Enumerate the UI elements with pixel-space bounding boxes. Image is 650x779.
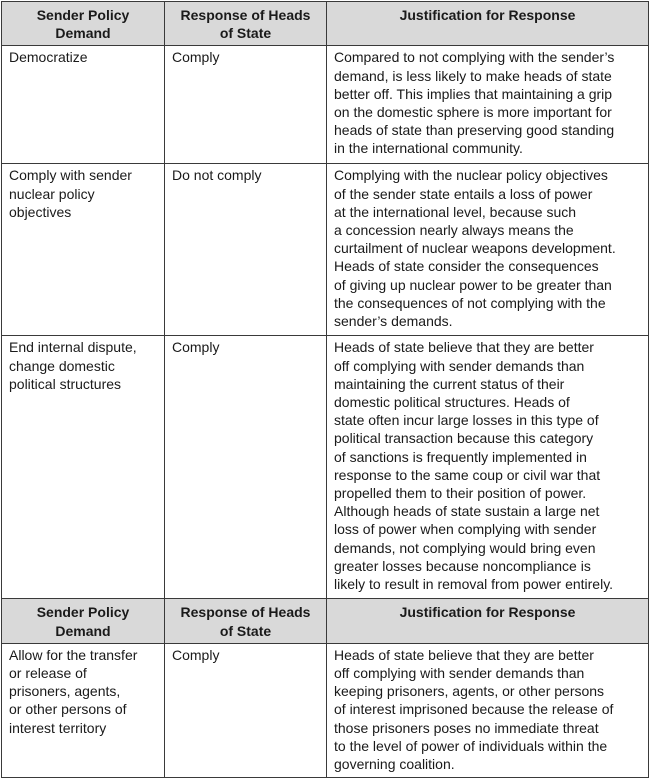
header-justification-for-response: Justification for Response — [327, 2, 649, 46]
response-cell: Comply — [165, 46, 327, 164]
header-justification-for-response: Justification for Response — [327, 599, 649, 643]
justification-cell: Heads of state believe that they are better off complying with sender demands than maintaining the current status of their domestic political structures. Heads of state often incur large losses in this type of political transaction because this category of sanctions is frequently implemented in response to the same coup or civil war that propelled them to their position of power. Although heads of state sustain a large net loss of power when complying with sender demands, not complying would bring even greater losses because noncompliance is likely to result in removal from power entirely. — [327, 336, 649, 599]
header-sender-policy-demand: Sender Policy Demand — [2, 2, 165, 46]
demand-cell: Comply with sender nuclear policy objectives — [2, 164, 165, 336]
table-row — [2, 643, 649, 777]
response-cell: Comply — [165, 643, 327, 777]
demand-cell: Allow for the transfer or release of prisoners, agents, or other persons of interest territory — [2, 643, 165, 777]
demand-cell: Democratize — [2, 46, 165, 164]
table-row — [2, 164, 649, 336]
justification-cell: Complying with the nuclear policy objectives of the sender state entails a loss of power at the international level, because such a concession nearly always means the curtailment of nuclear weapons development. Heads of state consider the consequences of giving up nuclear power to be greater than the consequences of not complying with the sender’s demands. — [327, 164, 649, 336]
table-row — [2, 336, 649, 599]
response-cell: Comply — [165, 336, 327, 599]
header-sender-policy-demand: Sender Policy Demand — [2, 599, 165, 643]
header-response-of-heads-of-state: Response of Heads of State — [165, 599, 327, 643]
justification-cell: Compared to not complying with the sender’s demand, is less likely to make heads of state better off. This implies that maintaining a grip on the domestic sphere is more important for heads of state than preserving good standing in the international community. — [327, 46, 649, 164]
justification-cell: Heads of state believe that they are better off complying with sender demands than keeping prisoners, agents, or other persons of interest imprisoned because the release of those prisoners poses no immediate threat to the level of power of individuals within the governing coalition. — [327, 643, 649, 777]
demand-cell: End internal dispute, change domestic political structures — [2, 336, 165, 599]
policy-response-table — [1, 1, 649, 778]
table-header-row — [2, 2, 649, 46]
table-header-row-repeat — [2, 599, 649, 643]
header-response-of-heads-of-state: Response of Heads of State — [165, 2, 327, 46]
response-cell: Do not comply — [165, 164, 327, 336]
table-row — [2, 46, 649, 164]
